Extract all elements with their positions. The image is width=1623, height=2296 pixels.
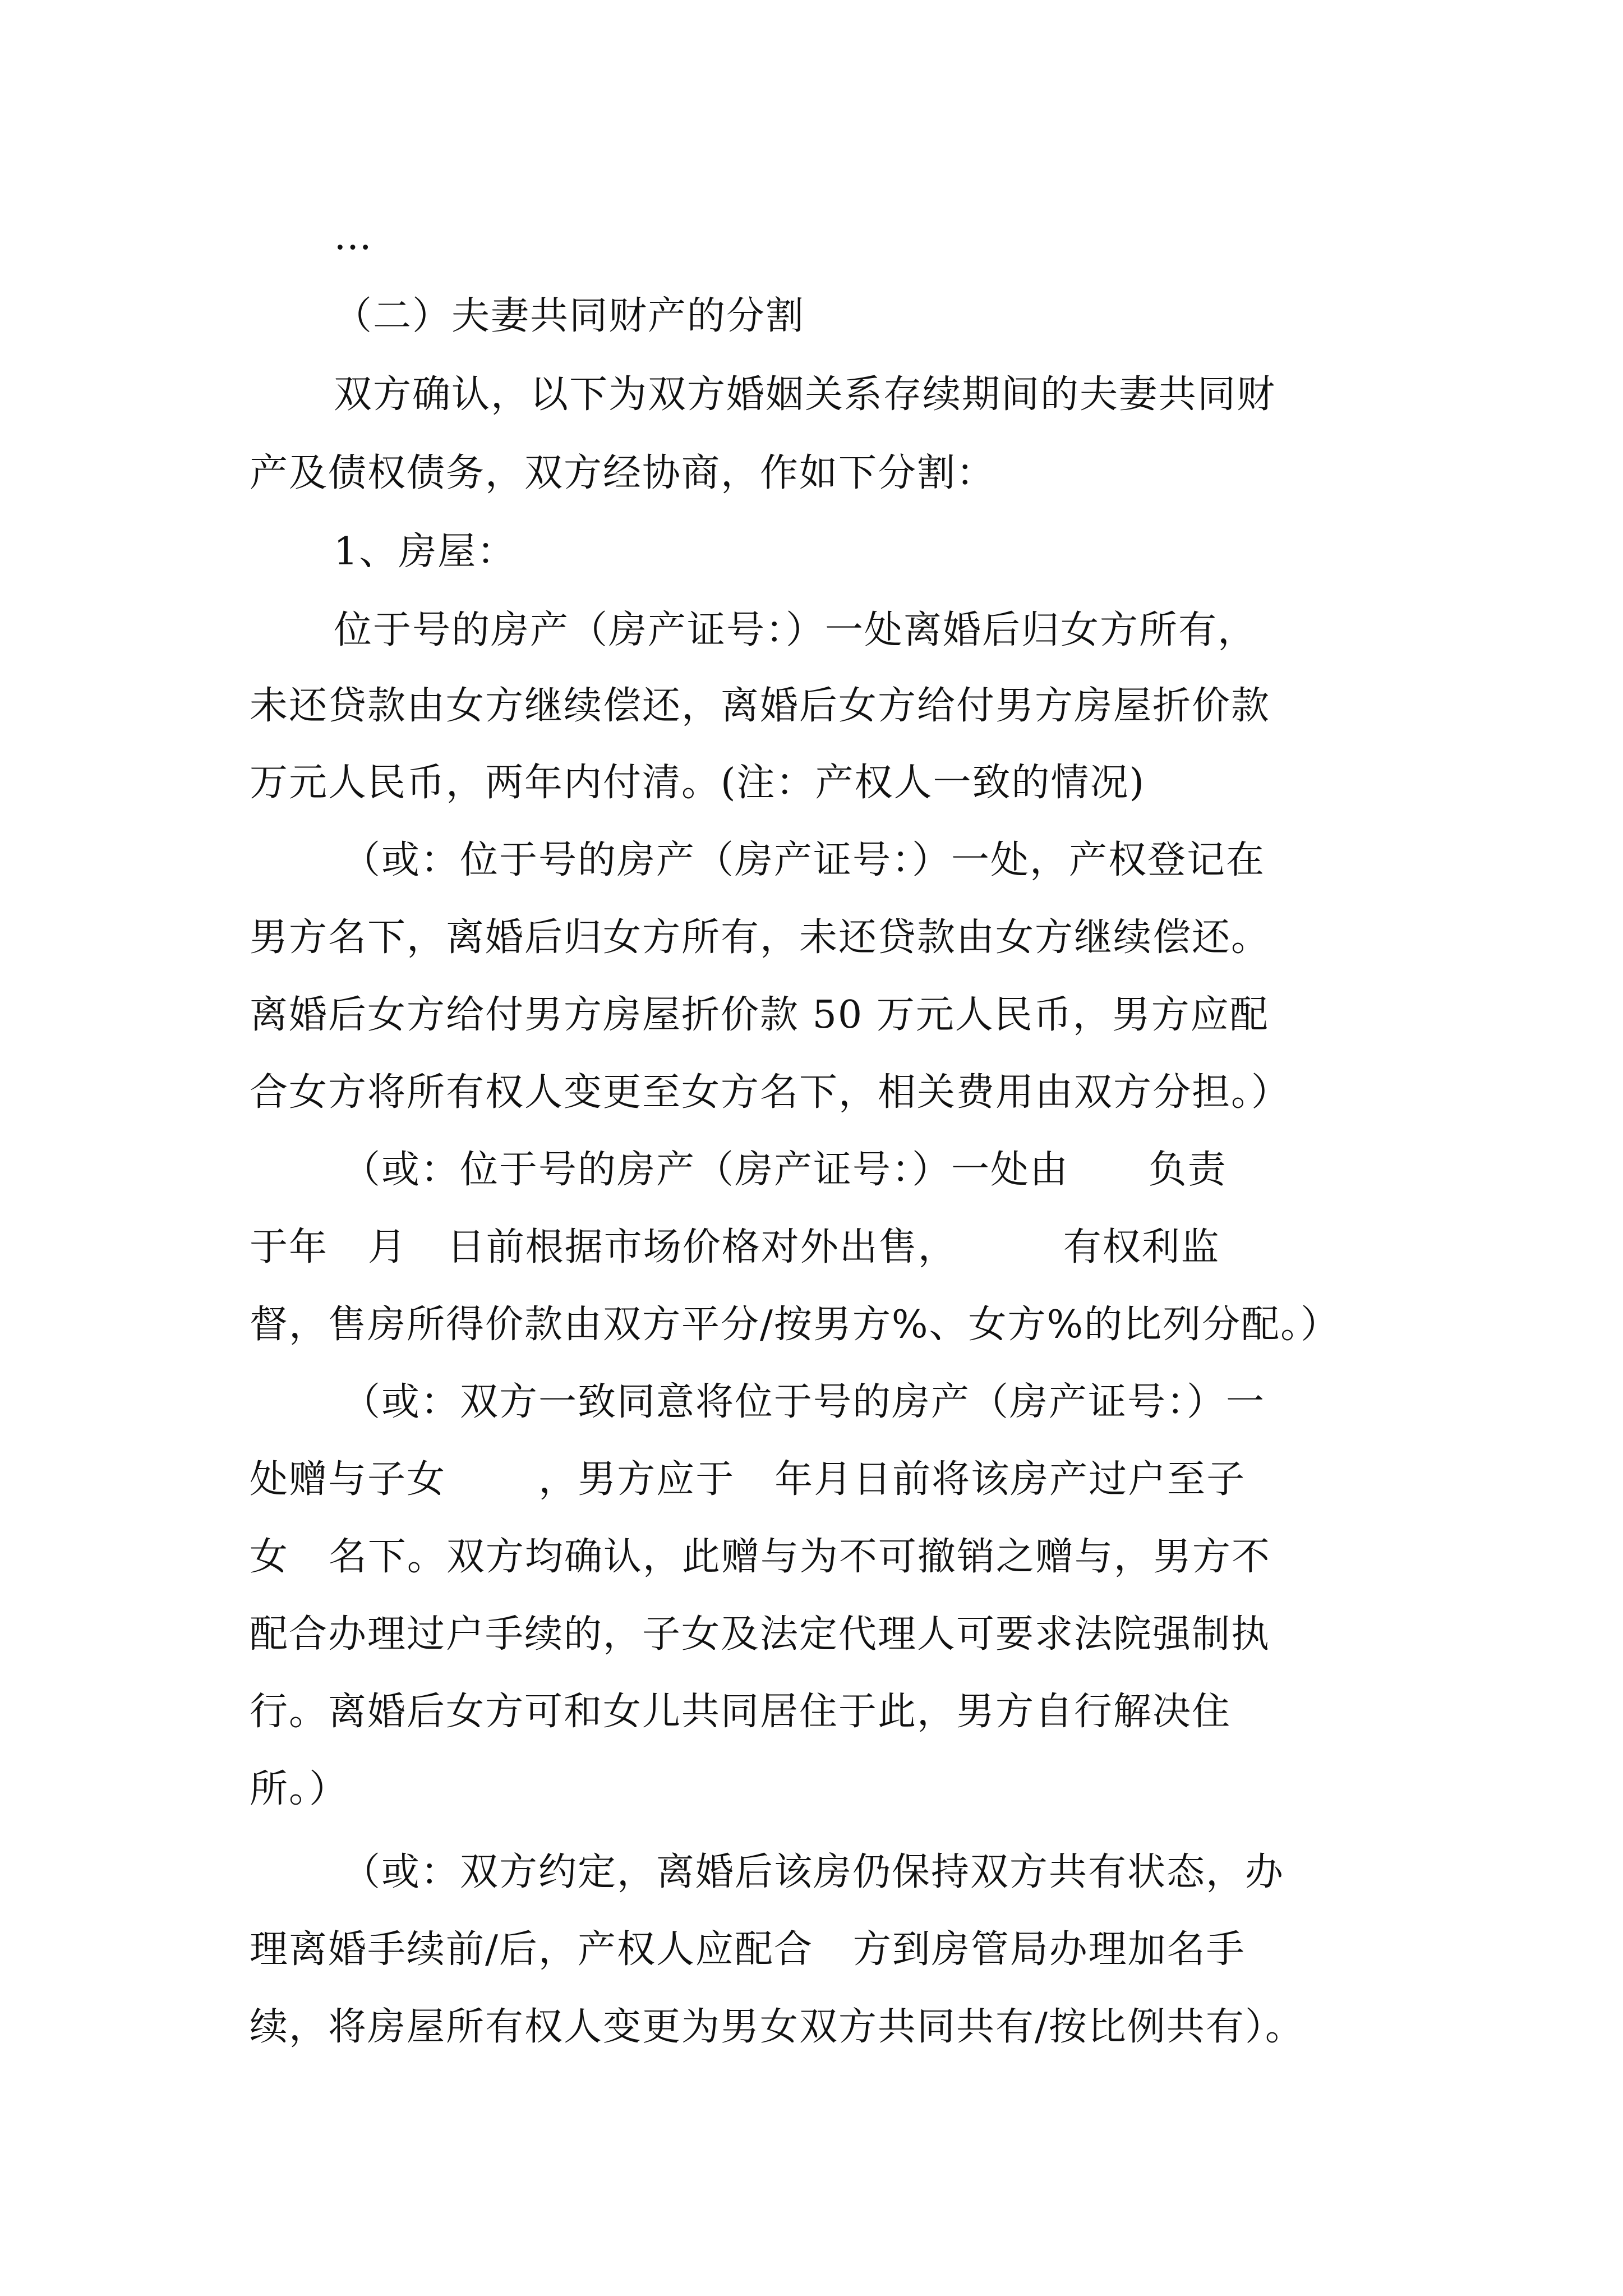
- paragraph-line: 行。离婚后女方可和女儿共同居住于此，男方自行解决住: [250, 1690, 1232, 1734]
- paragraph-line: 万元人民币，两年内付清。(注：产权人一致的情况): [250, 761, 1146, 805]
- paragraph-line: 合女方将所有权人变更至女方名下，相关费用由双方分担。）: [250, 1070, 1291, 1115]
- paragraph-line: 产及债权债务，双方经协商，作如下分割：: [250, 451, 996, 495]
- paragraph-line: 男方名下，离婚后归女方所有，未还贷款由女方继续偿还。: [250, 915, 1271, 960]
- paragraph-line: 续，将房屋所有权人变更为男女双方共同共有/按比例共有）。: [250, 2005, 1304, 2049]
- subheading-line: 1、房屋：: [334, 530, 517, 574]
- paragraph-line: 双方确认，以下为双方婚姻关系存续期间的夫妻共同财: [334, 372, 1276, 417]
- paragraph-line: （或：双方一致同意将位于号的房产（房产证号：）一: [342, 1380, 1266, 1424]
- paragraph-line: 处赠与子女 ，男方应于 年月日前将该房产过户至子: [250, 1457, 1246, 1502]
- paragraph-line: 离婚后女方给付男方房屋折价款 50 万元人民币，男方应配: [250, 993, 1269, 1037]
- paragraph-line: （或：位于号的房产（房产证号：）一处，产权登记在: [342, 838, 1266, 882]
- paragraph-line: 所。）: [250, 1767, 349, 1811]
- paragraph-line: 女 名下。双方均确认，此赠与为不可撤销之赠与，男方不: [250, 1535, 1271, 1579]
- paragraph-line: 未还贷款由女方继续偿还，离婚后女方给付男方房屋折价款: [250, 684, 1271, 728]
- paragraph-line: 理离婚手续前/后，产权人应配合 方到房管局办理加名手: [250, 1927, 1246, 1972]
- paragraph-line: （或：双方约定，离婚后该房仍保持双方共有状态，办: [342, 1850, 1285, 1894]
- paragraph-line: （或：位于号的房产（房产证号：）一处由 负责: [342, 1148, 1227, 1192]
- paragraph-line: 于年 月 日前根据市场价格对外出售， 有权利监: [250, 1225, 1220, 1269]
- section-heading: （二）夫妻共同财产的分割: [334, 294, 805, 338]
- ellipsis-line: …: [334, 214, 374, 259]
- paragraph-line: 配合办理过户手续的，子女及法定代理人可要求法院强制执: [250, 1612, 1271, 1657]
- paragraph-line: 位于号的房产（房产证号：）一处离婚后归女方所有，: [334, 608, 1257, 652]
- paragraph-line: 督，售房所得价款由双方平分/按男方%、女方%的比列分配。）: [250, 1303, 1340, 1347]
